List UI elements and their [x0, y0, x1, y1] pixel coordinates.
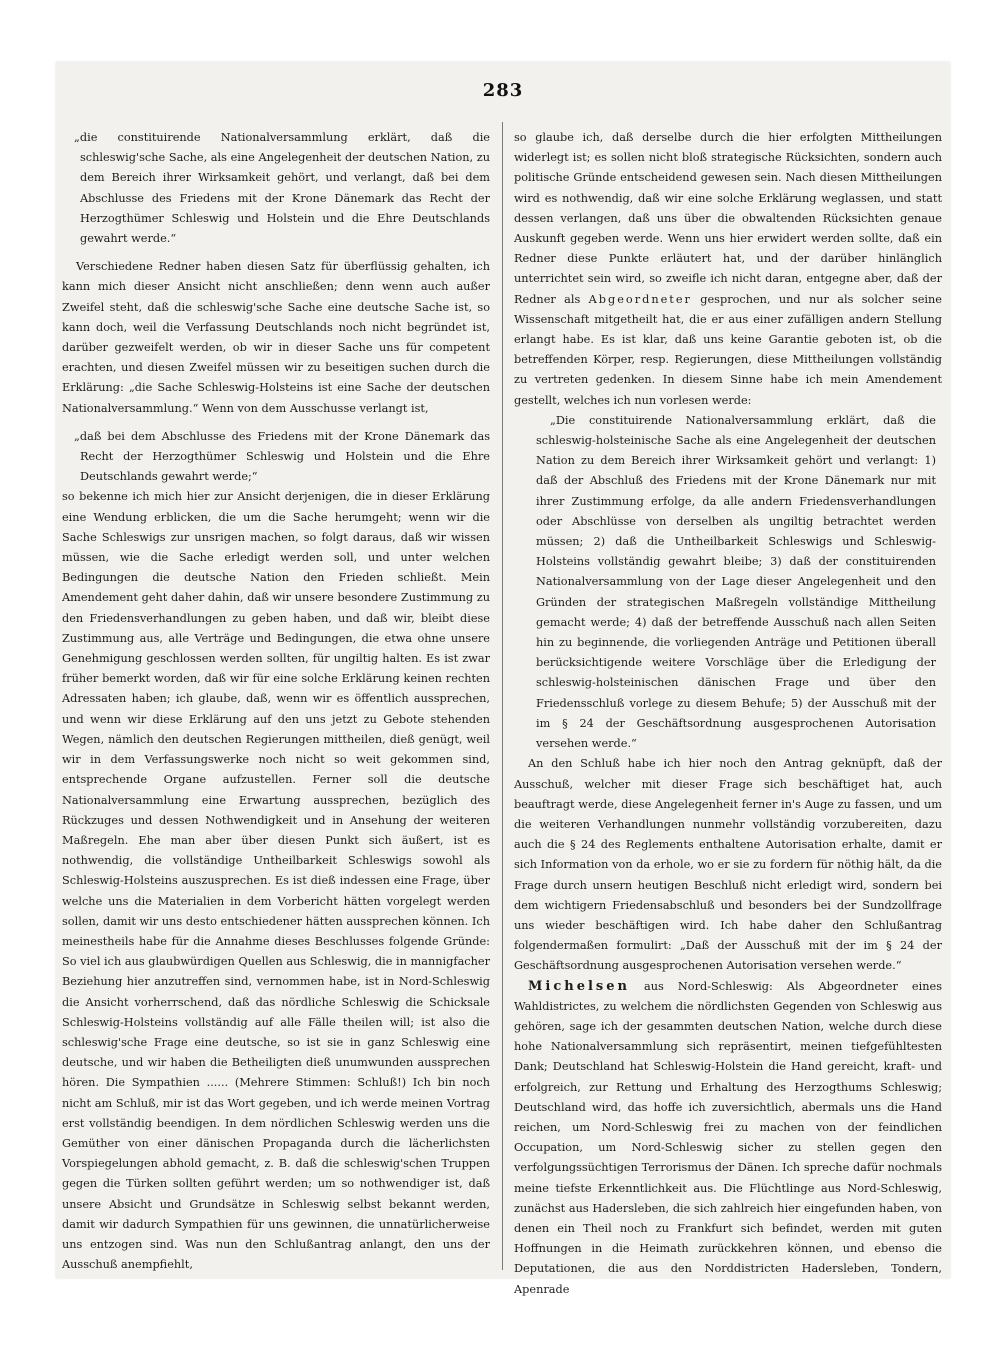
paragraph-text: gesprochen, und nur als solcher seine Wissenschaft mitgetheilt hat, die er aus einer zufälligen andern Stellung erlangt habe. Es ist klar, daß uns keine Garantie geboten ist, ob die betreffenden Körper, resp. Regierungen, diese Mittheilungen vollständig zu vertreten gedenken. In diesem Sinne habe ich mein Amendement gestellt, welches ich nun vorlesen werde:	[514, 292, 942, 407]
speaker-paragraph	[514, 977, 942, 1300]
page-number: 283	[482, 80, 524, 101]
paragraph-text: so glaube ich, daß derselbe durch die hier erfolgten Mittheilungen widerlegt ist; es sollen nicht bloß strategische Rücksichten, sondern auch politische Gründe entscheidend gewesen sein. Nach diesen Mittheilungen wird es nothwendig, daß wir eine solche Erklärung weglassen, und statt dessen verlangen, daß uns über die obwaltenden Rücksichten genaue Auskunft gegeben werde. Wenn uns hier erwidert werden sollte, daß ein Redner diese Punkte erläutert hat, und der darüber hinlänglich unterrichtet sein wird, so zweifle ich nicht daran, entgegne aber, daß der Redner als	[514, 131, 942, 306]
quoted-motion: „die constituirende Nationalversammlung erklärt, daß die schleswig'sche Sache, als eine Angelegenheit der deutschen Nation, zu dem Bereich ihrer Wirksamkeit gehört, und verlangt, daß bei dem Abschlusse des Friedens mit der Krone Dänemark das Recht der Herzogthümer Schleswig und Holstein und die Ehre Deutschlands gewahrt werde.“	[74, 131, 490, 246]
column-divider	[502, 122, 503, 1270]
paragraph: Verschiedene Redner haben diesen Satz für überflüssig gehalten, ich kann mich dieser Ansicht nicht anschließen; denn wenn auch außer Zweifel steht, daß die schleswig'sche Sache eine deutsche Sache ist, so kann doch, weil die Verfassung Deutschlands noch nicht begründet ist, darüber gezweifelt werden, ob wir in dieser Sache uns für competent erachten, und diesen Zweifel müssen wir zu beseitigen suchen durch die Erklärung: „die Sache Schleswig-Holsteins ist eine Sache der deutschen Nationalversammlung.“ Wenn von dem Ausschusse verlangt ist,	[62, 260, 490, 415]
document-page	[56, 62, 950, 1296]
amendment-text: „Die constituirende Nationalversammlung erklärt, daß die schleswig-holsteinische Sache als eine Angelegenheit der deutschen Nation zu dem Bereich ihrer Wirksamkeit gehört und verlangt: 1) daß der Abschluß des Friedens mit der Krone Dänemark nur mit ihrer Zustimmung erfolge, da alle andern Friedensverhandlungen oder Abschlüsse von derselben als ungiltig betrachtet werden müssen; 2) daß die Untheilbarkeit Schleswigs und Schleswig-Holsteins vollständig gewahrt bleibe; 3) daß der constituirenden Nationalversammlung von der Lage dieser Angelegenheit und den Gründen der strategischen Maßregeln vollständige Mittheilung gemacht werde; 4) daß der betreffende Ausschuß nach allen Seiten hin zu beginnende, die vorliegenden Anträge und Petitionen überall berücksichtigende weitere Vorschläge über die Erledigung der schleswig-holsteinischen dänischen Frage und über den Friedensschluß vorlege zu diesem Behufe; 5) der Ausschuß mit der im § 24 der Geschäftsordnung ausgesprochenen Autorisation versehen werde.“	[536, 413, 936, 751]
right-column	[514, 128, 942, 1300]
paragraph: so bekenne ich mich hier zur Ansicht derjenigen, die in dieser Erklärung eine Wendung erblicken, die um die Sache herumgeht; wenn wir die Sache Schleswigs zur unsrigen machen, so folgt daraus, daß wir wissen müssen, wie die Sache erledigt werden soll, und unter welchen Bedingungen die deutsche Nation den Frieden schließt. Mein Amendement geht daher dahin, daß wir unsere besondere Zustimmung zu den Friedensverhandlungen zu geben haben, und daß wir, bleibt diese Zustimmung aus, alle Verträge und Bedingungen, die etwa ohne unsere Genehmigung geschlossen werden sollten, für ungiltig halten. Es ist zwar früher bemerkt worden, daß wir für eine solche Erklärung keinen rechten Adressaten haben; ich glaube, daß, wenn wir es öffentlich aussprechen, und wenn wir diese Erklärung auf den uns jetzt zu Gebote stehenden Wegen, nämlich den deutschen Regierungen mittheilen, dieß genügt, weil wir in dem Verfassungswerke noch nicht so weit gekommen sind, entsprechende Organe aufzustellen. Ferner soll die deutsche Nationalversammlung eine Erwartung aussprechen, bezüglich des Rückzuges und dessen Nothwendigkeit und in Ansehung der weiteren Maßregeln. Ehe man aber über diesen Punkt sich äußert, ist es nothwendig, die vollständige Untheilbarkeit Schleswigs sowohl als Schleswig-Holsteins auszusprechen. Es ist dieß indessen eine Frage, über welche uns die Materialien in dem Vorbericht hätten vorgelegt werden sollen, damit wir uns desto entschiedener hätten aussprechen können. Ich meinestheils habe für die Annahme dieses Beschlusses folgende Gründe: So viel ich aus glaubwürdigen Quellen aus Schleswig, die in mannigfacher Beziehung hier anzutreffen sind, vernommen habe, ist in Nord-Schleswig die Ansicht vorherrschend, daß das nördliche Schleswig die Schicksale Schleswig-Holsteins vollständig auf alle Fälle theilen will; ist also die schleswig'sche Frage eine deutsche, so ist sie in ganz Schleswig eine deutsche, und wir haben die Betheiligten dieß unumwunden aussprechen hören. Die Sympathien ...... (Mehrere Stimmen: Schluß!) Ich bin noch nicht am Schluß, mir ist das Wort gegeben, und ich werde meinen Vortrag erst vollständig beendigen. In dem nördlichen Schleswig werden uns die Gemüther von einer dänischen Propaganda durch die lächerlichsten Vorspiegelungen abhold gemacht, z. B. daß die schleswig'schen Truppen gegen die Türken sollten geführt werden; um so nothwendiger ist, daß unsere Absicht und Grundsätze in Schleswig selbst bekannt werden, damit wir dadurch Sympathien für uns gewinnen, die unnatürlicherweise uns entzogen sind. Was nun den Schlußantrag anlangt, den uns der Ausschuß anempfiehlt,	[62, 490, 490, 1272]
speaker-name: Michelsen	[528, 978, 630, 994]
left-column	[62, 128, 490, 1275]
spaced-term: Abgeordneter	[588, 292, 692, 306]
paragraph	[514, 128, 942, 411]
paragraph: An den Schluß habe ich hier noch den Antrag geknüpft, daß der Ausschuß, welcher mit dieser Frage sich beschäftiget hat, auch beauftragt werde, diese Angelegenheit ferner in's Auge zu fassen, und um die weiteren Verhandlungen nunmehr vollständig vorzubereiten, dazu auch die § 24 des Reglements enthaltene Autorisation erhalte, damit er sich Information von da erhole, wo er sie zu fordern für nöthig hält, da die Frage durch unsern heutigen Beschluß nicht erledigt wird, sondern bei dem wichtigern Friedensabschluß und besonders bei der Sundzollfrage uns wieder beschäftigen wird. Ich habe daher den Schlußantrag folgendermaßen formulirt: „Daß der Ausschuß mit der im § 24 der Geschäftsordnung ausgesprochenen Autorisation versehen werde.“	[514, 757, 942, 973]
speech-text: aus Nord-Schleswig: Als Abgeordneter eines Wahldistrictes, zu welchem die nördlichsten Gegenden von Schleswig aus gehören, sage ich der gesammten deutschen Nation, welche durch diese hohe Nationalversammlung sich repräsentirt, meinen tiefgefühltesten Dank; Deutschland hat Schleswig-Holstein die Hand gereicht, kraft- und erfolgreich, zur Rettung und Erhaltung des Herzogthums Schleswig; Deutschland wird, das hoffe ich zuversichtlich, abermals uns die Hand reichen, um Nord-Schleswig frei zu machen von der feindlichen Occupation, um Nord-Schleswig sicher zu stellen gegen den verfolgungssüchtigen Terrorismus der Dänen. Ich spreche dafür nochmals meine tiefste Erkenntlichkeit aus. Die Flüchtlinge aus Nord-Schleswig, zunächst aus Hadersleben, die sich zahlreich hier eingefunden haben, von denen ein Theil noch zu Frankfurt sich befindet, werden mit guten Hoffnungen in die Heimath zurückkehren können, und ebenso die Deputationen, die aus den Norddistricten Hadersleben, Tondern, Apenrade	[514, 979, 942, 1296]
quoted-passage: „daß bei dem Abschlusse des Friedens mit der Krone Dänemark das Recht der Herzogthümer Schleswig und Holstein und die Ehre Deutschlands gewahrt werde;“	[74, 429, 490, 484]
